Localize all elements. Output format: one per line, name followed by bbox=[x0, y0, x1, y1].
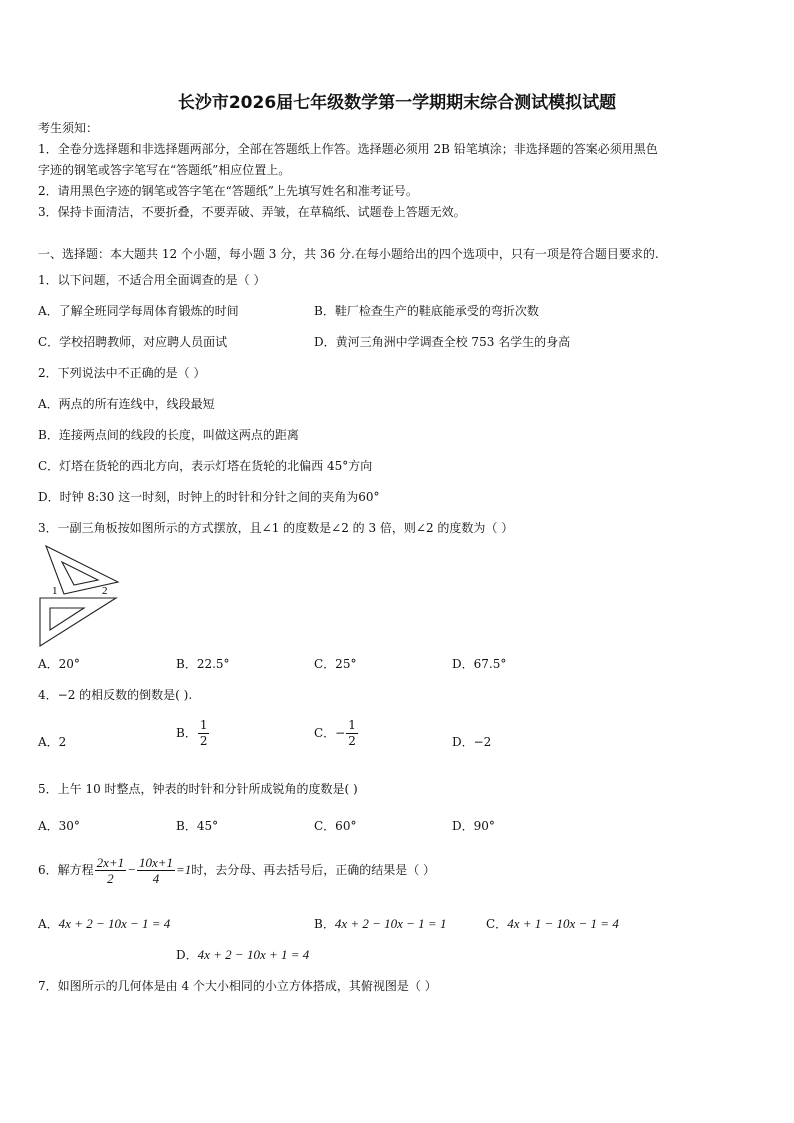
option-expression: 4x + 2 − 10x − 1 = 1 bbox=[334, 916, 447, 931]
q3-option-b: B．22.5° bbox=[176, 657, 230, 671]
q1-option-c: C．学校招聘教师，对应聘人员面试 bbox=[38, 335, 228, 349]
notice-item1-line1: 1．全卷分选择题和非选择题两部分，全部在答题纸上作答。选择题必须用 2B 铅笔填涂；非选择题的答案必须用黑色 bbox=[38, 142, 658, 156]
option-label: C． bbox=[486, 917, 508, 931]
option-expression: 4x + 2 − 10x + 1 = 4 bbox=[197, 947, 310, 962]
triangle-rulers-figure bbox=[36, 542, 122, 648]
notice-heading: 考生须知： bbox=[38, 121, 99, 135]
angle-2-label: 2 bbox=[102, 585, 108, 597]
q6-minus: − bbox=[127, 862, 136, 877]
option-label: B． bbox=[314, 917, 335, 931]
q4-option-b bbox=[176, 718, 210, 749]
notice-item2: 2．请用黑色字迹的钢笔或答字笔在“答题纸”上先填写姓名和准考证号。 bbox=[38, 184, 418, 198]
q5-option-b: B．45° bbox=[176, 819, 219, 833]
q4-option-c-prefix: C．− bbox=[314, 726, 346, 740]
option-label: A． bbox=[38, 917, 59, 931]
q5-stem: 5．上午 10 时整点，钟表的时针和分针所成锐角的度数是( ) bbox=[38, 782, 358, 796]
q2-stem: 2．下列说法中不正确的是（ ） bbox=[38, 366, 206, 380]
q6-fraction-2 bbox=[137, 855, 175, 886]
q1-stem: 1．以下问题，不适合用全面调查的是（ ） bbox=[38, 273, 266, 287]
notice-item3: 3．保持卡面清洁，不要折叠，不要弄破、弄皱，在草稿纸、试题卷上答题无效。 bbox=[38, 205, 466, 219]
q4-option-b-fraction bbox=[198, 718, 210, 749]
fraction-denominator: 2 bbox=[107, 871, 114, 886]
section-heading: 一、选择题：本大题共 12 个小题，每小题 3 分，共 36 分.在每小题给出的四个选项中，只有一项是符合题目要求的. bbox=[38, 247, 659, 261]
q2-option-b: B．连接两点间的线段的长度，叫做这两点的距离 bbox=[38, 428, 299, 442]
fraction-numerator: 2x+1 bbox=[96, 855, 125, 870]
q2-option-d: D．时钟 8:30 这一时刻，时钟上的时针和分针之间的夹角为60° bbox=[38, 490, 380, 504]
q3-stem: 3．一副三角板按如图所示的方式摆放，且∠1 的度数是∠2 的 3 倍，则∠2 的度数为（ ） bbox=[38, 521, 514, 535]
q7-stem: 7．如图所示的几何体是由 4 个大小相同的小立方体搭成，其俯视图是（ ） bbox=[38, 979, 437, 993]
q2-option-a: A．两点的所有连线中，线段最短 bbox=[38, 397, 215, 411]
q3-option-a: A．20° bbox=[38, 657, 80, 671]
q6-stem bbox=[38, 855, 435, 886]
q6-option-a bbox=[38, 916, 170, 932]
q6-option-c bbox=[486, 916, 619, 932]
q6-stem-prefix: 6．解方程 bbox=[38, 863, 94, 877]
fraction-denominator: 2 bbox=[348, 734, 356, 748]
option-label: D． bbox=[176, 948, 198, 962]
q6-stem-suffix: 时，去分母、再去括号后，正确的结果是（ ） bbox=[191, 863, 436, 877]
q1-option-d: D．黄河三角洲中学调查全校 753 名学生的身高 bbox=[314, 335, 571, 349]
lower-triangle-inner bbox=[50, 608, 84, 630]
q4-stem: 4．−2 的相反数的倒数是( ). bbox=[38, 688, 193, 702]
option-expression: 4x + 1 − 10x − 1 = 4 bbox=[507, 916, 619, 931]
notice-item1-line2: 字迹的钢笔或答字笔写在“答题纸”相应位置上。 bbox=[38, 163, 291, 177]
fraction-numerator: 10x+1 bbox=[138, 855, 174, 870]
q4-option-c-fraction bbox=[346, 718, 358, 749]
q5-option-d: D．90° bbox=[452, 819, 495, 833]
angle-1-label: 1 bbox=[52, 585, 58, 597]
q4-option-d: D．−2 bbox=[452, 735, 492, 749]
q2-option-c: C．灯塔在货轮的西北方向，表示灯塔在货轮的北偏西 45°方向 bbox=[38, 459, 373, 473]
q4-option-c bbox=[314, 718, 359, 749]
lower-triangle-ruler bbox=[40, 598, 116, 646]
q3-option-d: D．67.5° bbox=[452, 657, 507, 671]
q5-option-a: A．30° bbox=[38, 819, 80, 833]
fraction-denominator: 4 bbox=[152, 871, 160, 886]
q1-option-a: A．了解全班同学每周体育锻炼的时间 bbox=[38, 304, 239, 318]
q6-option-b bbox=[314, 916, 446, 932]
page-title: 长沙市2026届七年级数学第一学期期末综合测试模拟试题 bbox=[177, 93, 617, 113]
q4-option-b-prefix: B． bbox=[176, 726, 197, 740]
q6-option-d bbox=[176, 947, 309, 963]
fraction-numerator: 1 bbox=[348, 718, 356, 732]
upper-triangle-inner bbox=[62, 562, 98, 585]
q4-option-a: A．2 bbox=[38, 735, 67, 749]
q3-option-c: C．25° bbox=[314, 657, 357, 671]
q6-equals: =1 bbox=[176, 862, 192, 877]
option-expression: 4x + 2 − 10x − 1 = 4 bbox=[58, 916, 171, 931]
q5-option-c: C．60° bbox=[314, 819, 357, 833]
q6-fraction-1 bbox=[95, 855, 127, 886]
fraction-denominator: 2 bbox=[199, 734, 208, 748]
fraction-numerator: 1 bbox=[199, 718, 208, 732]
q1-option-b: B．鞋厂检查生产的鞋底能承受的弯折次数 bbox=[314, 304, 539, 318]
